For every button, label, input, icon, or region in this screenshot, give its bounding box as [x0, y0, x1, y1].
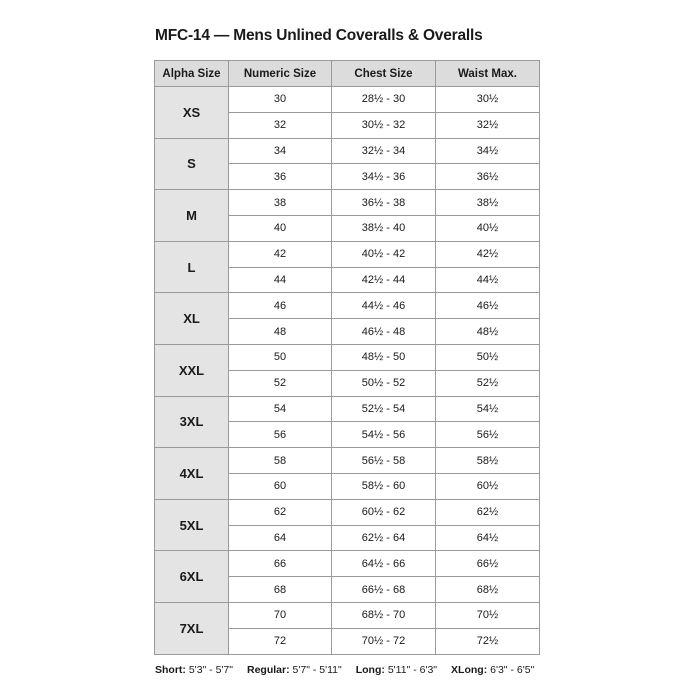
table-body — [155, 87, 540, 655]
waist-max-cell: 72½ — [436, 628, 540, 654]
alpha-size-cell: L — [155, 241, 229, 293]
chest-size-cell: 40½ - 42 — [332, 241, 436, 267]
numeric-size-cell: 32 — [229, 112, 332, 138]
waist-max-cell: 66½ — [436, 551, 540, 577]
numeric-size-cell: 70 — [229, 602, 332, 628]
length-value: 5'3" - 5'7" — [188, 664, 233, 676]
alpha-size-cell: 6XL — [155, 551, 229, 603]
chest-size-cell: 30½ - 32 — [332, 112, 436, 138]
header-chest-size: Chest Size — [332, 61, 436, 87]
table-row — [155, 344, 540, 370]
waist-max-cell: 46½ — [436, 293, 540, 319]
chest-size-cell: 34½ - 36 — [332, 164, 436, 190]
header-numeric-size: Numeric Size — [229, 61, 332, 87]
chest-size-cell: 64½ - 66 — [332, 551, 436, 577]
waist-max-cell: 60½ — [436, 473, 540, 499]
numeric-size-cell: 52 — [229, 370, 332, 396]
waist-max-cell: 30½ — [436, 87, 540, 113]
chest-size-cell: 68½ - 70 — [332, 602, 436, 628]
waist-max-cell: 38½ — [436, 190, 540, 216]
numeric-size-cell: 40 — [229, 215, 332, 241]
length-footer — [155, 664, 548, 676]
waist-max-cell: 36½ — [436, 164, 540, 190]
table-row — [155, 241, 540, 267]
alpha-size-cell: 7XL — [155, 602, 229, 654]
numeric-size-cell: 64 — [229, 525, 332, 551]
waist-max-cell: 40½ — [436, 215, 540, 241]
alpha-size-cell: XXL — [155, 344, 229, 396]
header-waist-max: Waist Max. — [436, 61, 540, 87]
waist-max-cell: 32½ — [436, 112, 540, 138]
alpha-size-cell: XL — [155, 293, 229, 345]
table-row — [155, 293, 540, 319]
numeric-size-cell: 54 — [229, 396, 332, 422]
numeric-size-cell: 68 — [229, 577, 332, 603]
chest-size-cell: 32½ - 34 — [332, 138, 436, 164]
waist-max-cell: 42½ — [436, 241, 540, 267]
chest-size-cell: 42½ - 44 — [332, 267, 436, 293]
chest-size-cell: 52½ - 54 — [332, 396, 436, 422]
length-value: 6'3" - 6'5" — [490, 664, 535, 676]
alpha-size-cell: 4XL — [155, 448, 229, 500]
alpha-size-cell: M — [155, 190, 229, 242]
waist-max-cell: 52½ — [436, 370, 540, 396]
length-label: Regular: — [247, 664, 290, 676]
table-row — [155, 138, 540, 164]
length-item — [356, 664, 437, 676]
chart-title: MFC-14 — Mens Unlined Coveralls & Overalls — [155, 27, 483, 44]
waist-max-cell: 70½ — [436, 602, 540, 628]
table-header — [155, 61, 540, 87]
chest-size-cell: 28½ - 30 — [332, 87, 436, 113]
chest-size-cell: 58½ - 60 — [332, 473, 436, 499]
chest-size-cell: 66½ - 68 — [332, 577, 436, 603]
alpha-size-cell: 3XL — [155, 396, 229, 448]
alpha-size-cell: XS — [155, 87, 229, 139]
chest-size-cell: 46½ - 48 — [332, 319, 436, 345]
numeric-size-cell: 44 — [229, 267, 332, 293]
numeric-size-cell: 34 — [229, 138, 332, 164]
numeric-size-cell: 42 — [229, 241, 332, 267]
header-alpha-size: Alpha Size — [155, 61, 229, 87]
length-label: Short: — [155, 664, 186, 676]
waist-max-cell: 54½ — [436, 396, 540, 422]
waist-max-cell: 34½ — [436, 138, 540, 164]
numeric-size-cell: 58 — [229, 448, 332, 474]
length-item — [451, 664, 534, 676]
numeric-size-cell: 60 — [229, 473, 332, 499]
chest-size-cell: 62½ - 64 — [332, 525, 436, 551]
size-table — [154, 60, 540, 655]
chest-size-cell: 54½ - 56 — [332, 422, 436, 448]
chest-size-cell: 50½ - 52 — [332, 370, 436, 396]
numeric-size-cell: 66 — [229, 551, 332, 577]
numeric-size-cell: 62 — [229, 499, 332, 525]
numeric-size-cell: 36 — [229, 164, 332, 190]
chest-size-cell: 56½ - 58 — [332, 448, 436, 474]
waist-max-cell: 56½ — [436, 422, 540, 448]
waist-max-cell: 62½ — [436, 499, 540, 525]
waist-max-cell: 48½ — [436, 319, 540, 345]
numeric-size-cell: 46 — [229, 293, 332, 319]
chest-size-cell: 36½ - 38 — [332, 190, 436, 216]
length-value: 5'11" - 6'3" — [387, 664, 438, 676]
table-row — [155, 87, 540, 113]
chest-size-cell: 38½ - 40 — [332, 215, 436, 241]
numeric-size-cell: 56 — [229, 422, 332, 448]
table-row — [155, 396, 540, 422]
waist-max-cell: 50½ — [436, 344, 540, 370]
length-label: XLong: — [451, 664, 488, 676]
length-item — [155, 664, 233, 676]
length-item — [247, 664, 342, 676]
numeric-size-cell: 30 — [229, 87, 332, 113]
table-row — [155, 448, 540, 474]
length-value: 5'7" - 5'11" — [292, 664, 342, 676]
waist-max-cell: 58½ — [436, 448, 540, 474]
numeric-size-cell: 38 — [229, 190, 332, 216]
chest-size-cell: 44½ - 46 — [332, 293, 436, 319]
waist-max-cell: 64½ — [436, 525, 540, 551]
chest-size-cell: 70½ - 72 — [332, 628, 436, 654]
waist-max-cell: 68½ — [436, 577, 540, 603]
table-row — [155, 499, 540, 525]
table-row — [155, 190, 540, 216]
chest-size-cell: 48½ - 50 — [332, 344, 436, 370]
numeric-size-cell: 50 — [229, 344, 332, 370]
table-row — [155, 602, 540, 628]
alpha-size-cell: 5XL — [155, 499, 229, 551]
numeric-size-cell: 48 — [229, 319, 332, 345]
header-row — [155, 61, 540, 87]
waist-max-cell: 44½ — [436, 267, 540, 293]
alpha-size-cell: S — [155, 138, 229, 190]
table-row — [155, 551, 540, 577]
length-label: Long: — [355, 664, 385, 676]
chest-size-cell: 60½ - 62 — [332, 499, 436, 525]
numeric-size-cell: 72 — [229, 628, 332, 654]
